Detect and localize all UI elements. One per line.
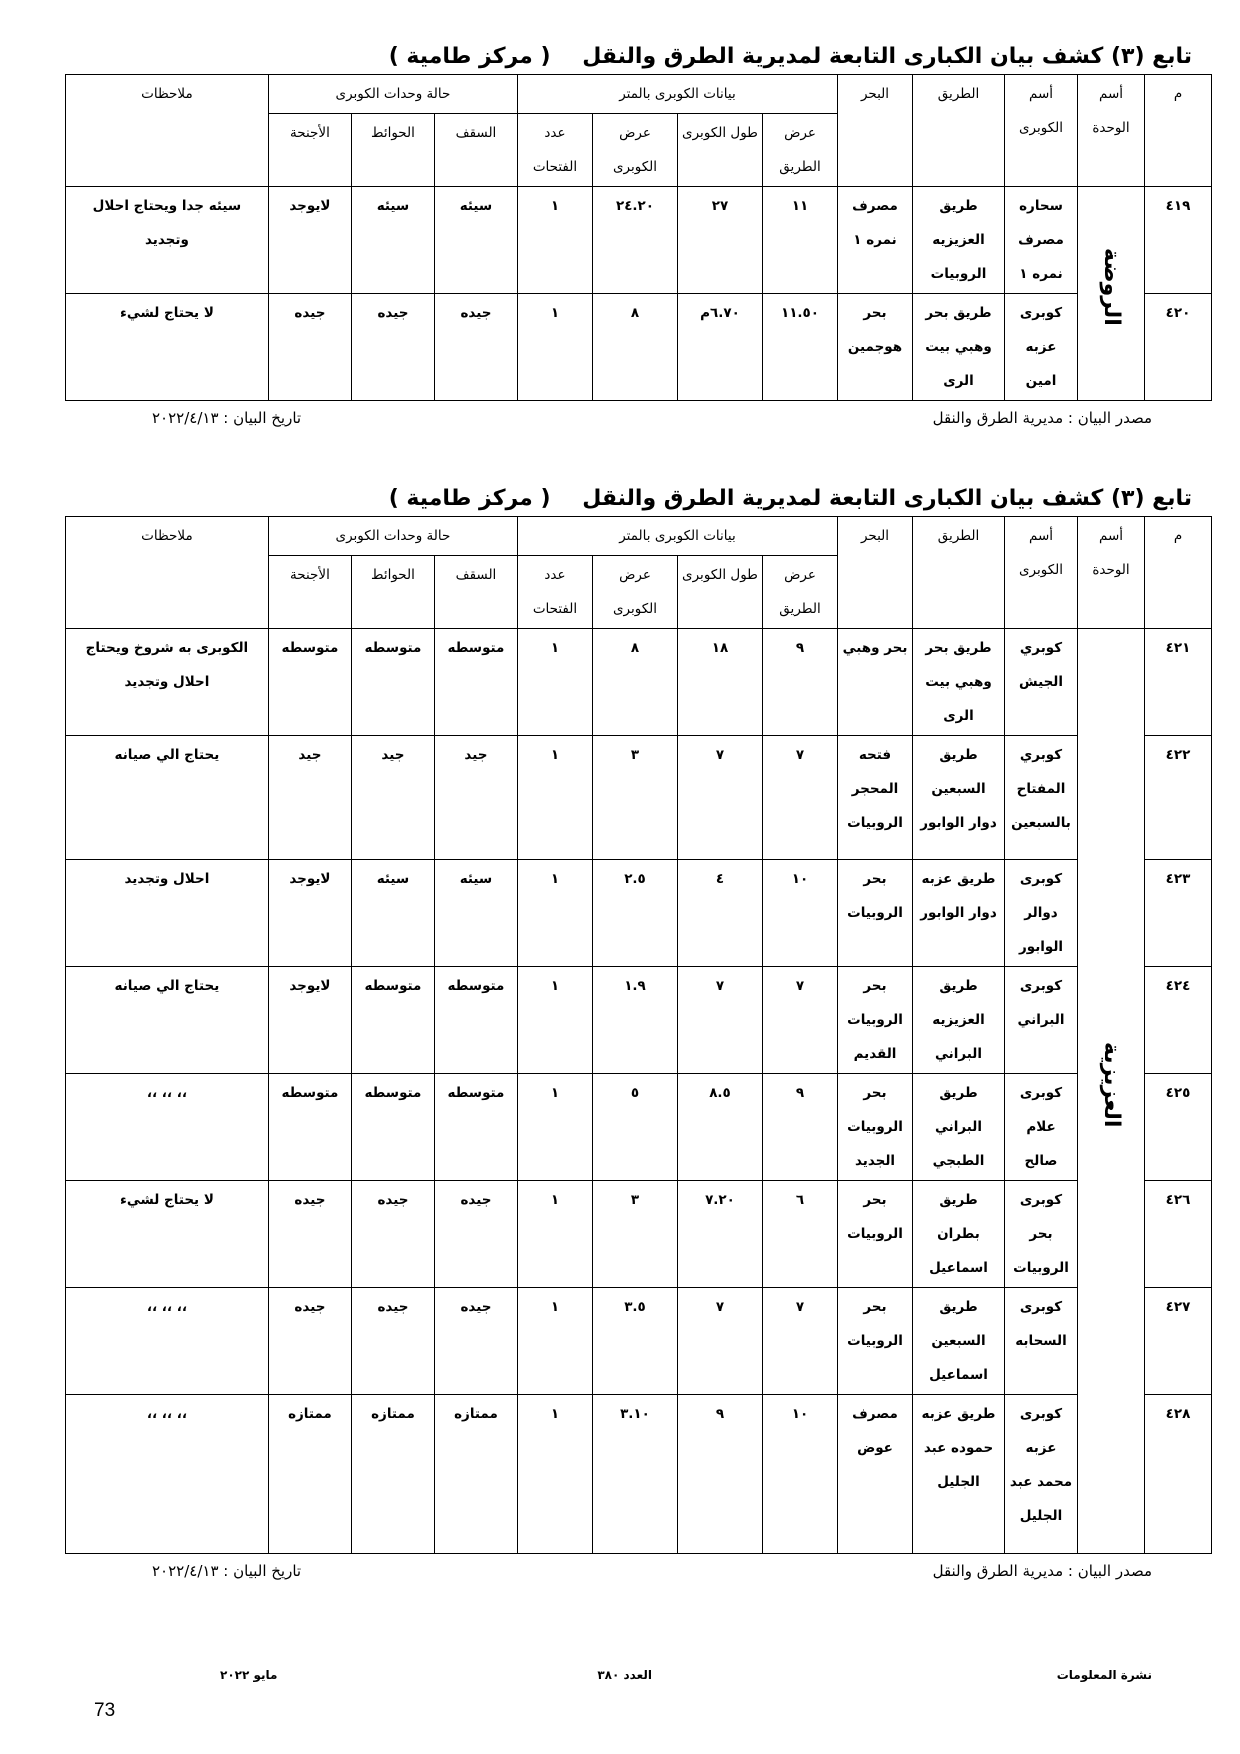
cell-bridge-width: ٣.١٠ [593, 1395, 678, 1554]
header-name: أسم الكوبرى [1005, 517, 1078, 629]
page-number: 73 [94, 1700, 116, 1721]
cell-road: طريق عزبه حموده عبد الجليل [913, 1395, 1005, 1554]
cell-canal: مصرف عوض [838, 1395, 913, 1554]
cell-notes: يحتاج الي صيانه [65, 967, 268, 1074]
cell-openings: ١ [517, 736, 592, 860]
cell-m: ٤٢٣ [1145, 860, 1212, 967]
header-length: طول الكوبرى [678, 114, 763, 187]
cell-name: كوبرى السحابه [1005, 1288, 1078, 1395]
header-canal: البحر [838, 517, 913, 629]
cell-openings: ١ [517, 1181, 592, 1288]
data-source: مصدر البيان : مديرية الطرق والنقل [932, 409, 1152, 427]
cell-m: ٤٢٤ [1145, 967, 1212, 1074]
cell-bridge-width: ٣.٥ [593, 1288, 678, 1395]
table-row [65, 860, 1211, 967]
cell-roof: متوسطه [434, 629, 517, 736]
cell-road-width: ٦ [763, 1181, 838, 1288]
cell-unit [1078, 629, 1145, 1554]
cell-m: ٤٢٧ [1145, 1288, 1212, 1395]
cell-bridge-width: ٣ [593, 736, 678, 860]
cell-road-width: ١١.٥٠ [763, 294, 838, 401]
header-road-width: عرض الطريق [763, 556, 838, 629]
header-state-group: حالة وحدات الكوبرى [268, 517, 517, 556]
cell-name: كوبرى عزبه محمد عبد الجليل [1005, 1395, 1078, 1554]
cell-road: طريق بحر وهبي بيت الرى [913, 629, 1005, 736]
cell-roof: متوسطه [434, 967, 517, 1074]
cell-roof: متوسطه [434, 1074, 517, 1181]
cell-canal: بحر هوجمين [838, 294, 913, 401]
title-center: ( مركز طامية ) [388, 44, 551, 69]
header-walls: الحوائط [351, 556, 434, 629]
cell-walls: جيده [351, 294, 434, 401]
data-date: تاريخ البيان : ٢٠٢٢/٤/١٣ [152, 409, 302, 427]
cell-walls: ممتازه [351, 1395, 434, 1554]
cell-canal: بحر الروبيات القديم [838, 967, 913, 1074]
section-footer [66, 401, 1212, 431]
cell-openings: ١ [517, 187, 592, 294]
cell-walls: متوسطه [351, 1074, 434, 1181]
cell-name: كوبرى بحر الروبيات [1005, 1181, 1078, 1288]
title-center: ( مركز طامية ) [388, 486, 551, 511]
cell-road-width: ٩ [763, 629, 838, 736]
table-row [65, 1288, 1211, 1395]
cell-notes: ،، ،، ،، [65, 1288, 268, 1395]
cell-m: ٤١٩ [1145, 187, 1212, 294]
table-row [65, 967, 1211, 1074]
header-openings: عدد الفتحات [517, 114, 592, 187]
cell-m: ٤٢٠ [1145, 294, 1212, 401]
cell-wings: جيده [268, 1288, 351, 1395]
cell-road-width: ٧ [763, 967, 838, 1074]
cell-roof: جيده [434, 294, 517, 401]
cell-roof: جيده [434, 1288, 517, 1395]
table-row [65, 1395, 1211, 1554]
header-wings: الأجنحة [268, 556, 351, 629]
section-title [66, 482, 1212, 516]
cell-canal: مصرف نمره ١ [838, 187, 913, 294]
cell-road-width: ٩ [763, 1074, 838, 1181]
cell-notes: يحتاج الي صيانه [65, 736, 268, 860]
bridges-section-2 [66, 482, 1212, 1584]
cell-road: طريق البراني الطبجي [913, 1074, 1005, 1181]
header-openings: عدد الفتحات [517, 556, 592, 629]
cell-road-width: ١٠ [763, 1395, 838, 1554]
cell-unit [1078, 187, 1145, 401]
cell-walls: متوسطه [351, 629, 434, 736]
cell-openings: ١ [517, 629, 592, 736]
cell-roof: ممتازه [434, 1395, 517, 1554]
cell-name: كوبرى علام صالح [1005, 1074, 1078, 1181]
cell-length: ٧.٢٠ [678, 1181, 763, 1288]
cell-m: ٤٢٥ [1145, 1074, 1212, 1181]
cell-name: كوبري المفتاح بالسبعين [1005, 736, 1078, 860]
cell-road-width: ١٠ [763, 860, 838, 967]
header-bridge-width: عرض الكوبرى [593, 556, 678, 629]
cell-notes: ،، ،، ،، [65, 1395, 268, 1554]
cell-notes: لا يحتاج لشيء [65, 294, 268, 401]
cell-walls: متوسطه [351, 967, 434, 1074]
cell-wings: جيده [268, 1181, 351, 1288]
header-bridge-width: عرض الكوبرى [593, 114, 678, 187]
title-main: تابع (٣) كشف بيان الكبارى التابعة لمديرية الطرق والنقل [582, 486, 1192, 511]
cell-length: ٤ [678, 860, 763, 967]
header-m: م [1145, 517, 1212, 629]
cell-canal: بحر الروبيات [838, 1288, 913, 1395]
cell-wings: متوسطه [268, 1074, 351, 1181]
cell-openings: ١ [517, 1395, 592, 1554]
cell-wings: جيده [268, 294, 351, 401]
header-state-group: حالة وحدات الكوبرى [268, 75, 517, 114]
table-row [65, 736, 1211, 860]
cell-walls: سيئه [351, 187, 434, 294]
cell-road: طريق العزيزيه البراني [913, 967, 1005, 1074]
header-road: الطريق [913, 75, 1005, 187]
cell-wings: لايوجد [268, 967, 351, 1074]
cell-name: كوبرى البراني [1005, 967, 1078, 1074]
header-road: الطريق [913, 517, 1005, 629]
cell-wings: لايوجد [268, 860, 351, 967]
table-row [65, 294, 1211, 401]
cell-notes: لا يحتاج لشيء [65, 1181, 268, 1288]
cell-notes: سيئه جدا ويحتاج احلال وتجديد [65, 187, 268, 294]
issue-month: مايو ٢٠٢٢ [220, 1668, 278, 1682]
cell-m: ٤٢٨ [1145, 1395, 1212, 1554]
header-roof: السقف [434, 114, 517, 187]
cell-wings: ممتازه [268, 1395, 351, 1554]
cell-name: كوبرى دوالر الوابور [1005, 860, 1078, 967]
cell-m: ٤٢١ [1145, 629, 1212, 736]
cell-wings: جيد [268, 736, 351, 860]
cell-walls: سيئه [351, 860, 434, 967]
unit-name: العزيزية [1099, 1041, 1124, 1128]
cell-roof: جيد [434, 736, 517, 860]
cell-length: ٢٧ [678, 187, 763, 294]
table-row [65, 629, 1211, 736]
header-notes: ملاحظات [65, 517, 268, 629]
cell-bridge-width: ١.٩ [593, 967, 678, 1074]
header-m: م [1145, 75, 1212, 187]
unit-name: الروضة [1099, 248, 1124, 326]
cell-length: ١٨ [678, 629, 763, 736]
header-notes: ملاحظات [65, 75, 268, 187]
cell-wings: متوسطه [268, 629, 351, 736]
header-length: طول الكوبرى [678, 556, 763, 629]
cell-name: كوبري الجيش [1005, 629, 1078, 736]
cell-bridge-width: ٢.٥ [593, 860, 678, 967]
cell-bridge-width: ٣ [593, 1181, 678, 1288]
cell-walls: جيد [351, 736, 434, 860]
cell-length: ٨.٥ [678, 1074, 763, 1181]
cell-length: ٧ [678, 967, 763, 1074]
cell-road: طريق السبعين دوار الوابور [913, 736, 1005, 860]
cell-openings: ١ [517, 1288, 592, 1395]
cell-notes: الكوبرى به شروخ ويحتاج احلال وتجديد [65, 629, 268, 736]
header-unit: أسم الوحدة [1078, 517, 1145, 629]
cell-length: ٩ [678, 1395, 763, 1554]
cell-bridge-width: ٨ [593, 294, 678, 401]
cell-notes: ،، ،، ،، [65, 1074, 268, 1181]
cell-roof: جيده [434, 1181, 517, 1288]
cell-roof: سيئه [434, 860, 517, 967]
header-canal: البحر [838, 75, 913, 187]
cell-m: ٤٢٦ [1145, 1181, 1212, 1288]
cell-wings: لايوجد [268, 187, 351, 294]
table-row [65, 1181, 1211, 1288]
bridges-section-1 [66, 40, 1212, 431]
header-walls: الحوائط [351, 114, 434, 187]
cell-road-width: ١١ [763, 187, 838, 294]
cell-name: كوبرى عزبه امين [1005, 294, 1078, 401]
cell-name: سحاره مصرف نمره ١ [1005, 187, 1078, 294]
cell-road-width: ٧ [763, 1288, 838, 1395]
page-footer [66, 1668, 1212, 1688]
bridges-table [65, 74, 1212, 401]
data-date: تاريخ البيان : ٢٠٢٢/٤/١٣ [152, 1562, 302, 1580]
cell-walls: جيده [351, 1288, 434, 1395]
cell-road: طريق العزيزيه الروبيات [913, 187, 1005, 294]
cell-bridge-width: ٨ [593, 629, 678, 736]
title-main: تابع (٣) كشف بيان الكبارى التابعة لمديرية الطرق والنقل [582, 44, 1192, 69]
section-footer [66, 1554, 1212, 1584]
cell-roof: سيئه [434, 187, 517, 294]
cell-road: طريق بطران اسماعيل [913, 1181, 1005, 1288]
header-road-width: عرض الطريق [763, 114, 838, 187]
cell-canal: بحر الروبيات [838, 1181, 913, 1288]
data-source: مصدر البيان : مديرية الطرق والنقل [932, 1562, 1152, 1580]
cell-canal: بحر الروبيات الجديد [838, 1074, 913, 1181]
cell-road: طريق بحر وهبي بيت الرى [913, 294, 1005, 401]
header-wings: الأجنحة [268, 114, 351, 187]
cell-length: ٧ [678, 1288, 763, 1395]
cell-openings: ١ [517, 967, 592, 1074]
header-data-group: بيانات الكوبرى بالمتر [517, 517, 837, 556]
cell-openings: ١ [517, 294, 592, 401]
table-row [65, 187, 1211, 294]
cell-bridge-width: ٥ [593, 1074, 678, 1181]
bridges-table [65, 516, 1212, 1554]
cell-canal: فتحه المحجر الروبيات [838, 736, 913, 860]
header-unit: أسم الوحدة [1078, 75, 1145, 187]
cell-length: ٧ [678, 736, 763, 860]
cell-m: ٤٢٢ [1145, 736, 1212, 860]
header-name: أسم الكوبرى [1005, 75, 1078, 187]
section-title [66, 40, 1212, 74]
cell-bridge-width: ٢٤.٢٠ [593, 187, 678, 294]
table-row [65, 1074, 1211, 1181]
publication-name: نشرة المعلومات [1056, 1668, 1152, 1682]
header-roof: السقف [434, 556, 517, 629]
cell-canal: بحر الروبيات [838, 860, 913, 967]
cell-openings: ١ [517, 1074, 592, 1181]
cell-road-width: ٧ [763, 736, 838, 860]
cell-walls: جيده [351, 1181, 434, 1288]
cell-road: طريق عزبه دوار الوابور [913, 860, 1005, 967]
issue-number: العدد ٣٨٠ [597, 1668, 652, 1682]
header-row-1 [65, 517, 1211, 556]
cell-length: ٦.٧٠م [678, 294, 763, 401]
header-row-1 [65, 75, 1211, 114]
cell-canal: بحر وهبي [838, 629, 913, 736]
cell-road: طريق السبعين اسماعيل [913, 1288, 1005, 1395]
header-data-group: بيانات الكوبرى بالمتر [517, 75, 837, 114]
cell-openings: ١ [517, 860, 592, 967]
cell-notes: احلال وتجديد [65, 860, 268, 967]
